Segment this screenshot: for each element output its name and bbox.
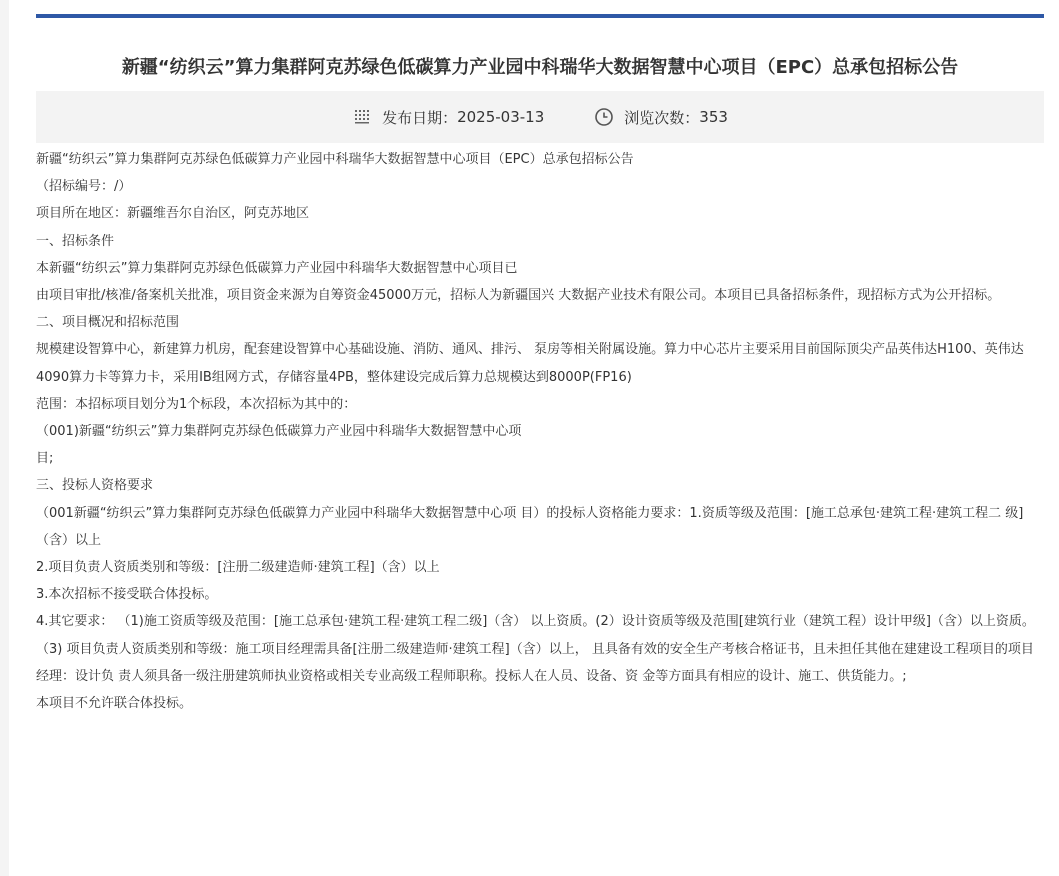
header-accent-bar [36, 14, 1044, 18]
publish-date-value: 2025-03-13 [457, 108, 545, 126]
body-paragraph: 3.本次招标不接受联合体投标。 [36, 587, 218, 603]
body-paragraph: 本项目不允许联合体投标。 [36, 696, 193, 712]
body-paragraph: 2.项目负责人资质类别和等级：[注册二级建造师·建筑工程]（含）以上 [36, 560, 440, 576]
body-paragraph: （001新疆“纺织云”算力集群阿克苏绿色低碳算力产业园中科瑞华大数据智慧中心项 目）的投标人资格能力要求：1.资质等级及范围：[施工总承包·建筑工程·建筑工程二 级]（含）以上 [36, 505, 1024, 548]
section-heading: 二、项目概况和招标范围 [36, 315, 180, 331]
body-paragraph: 目; [36, 451, 54, 467]
section-heading: 三、投标人资格要求 [36, 478, 154, 494]
publish-date-item [352, 107, 544, 128]
body-paragraph: （001)新疆“纺织云”算力集群阿克苏绿色低碳算力产业园中科瑞华大数据智慧中心项 [36, 424, 522, 440]
page-left-strip [0, 0, 9, 876]
clock-icon [594, 107, 614, 127]
body-paragraph: 本新疆“纺织云”算力集群阿克苏绿色低碳算力产业园中科瑞华大数据智慧中心项目已 [36, 260, 518, 276]
body-paragraph: 由项目审批/核准/备案机关批准，项目资金来源为自筹资金45000万元，招标人为新疆国兴 大数据产业技术有限公司。本项目已具备招标条件，现招标方式为公开招标。 [36, 288, 1001, 304]
view-count-item [594, 107, 728, 128]
view-count-value: 353 [699, 108, 728, 126]
body-paragraph: 4.其它要求： （1)施工资质等级及范围：[施工总承包·建筑工程·建筑工程二级]（含） 以上资质。(2）设计资质等级及范围[建筑行业（建筑工程）设计甲级]（含）以上资质。 （3) 项目负责人资质类别和等级：施工项目经理需具备[注册二级建造师·建筑工程]（含）以上， 且具备有效的安全生产考核合格证书，且未担任其他在建建设工程项目的项目经理：设计负 责人须具备一级注册建筑师执业资格或相关专业高级工程师职称。投标人在人员、设备、资 金等方面具有相应的设计、施工、供货能力。; [36, 614, 1035, 684]
body-paragraph: 规模建设智算中心，新建算力机房，配套建设智算中心基础设施、消防、通风、排污、 泵房等相关附属设施。算力中心芯片主要采用目前国际顶尖产品英伟达H100、英伟达4090算力卡等算力卡，采用IB组网方式，存储容量4PB，整体建设完成后算力总规模达到8000P(FP16) [36, 342, 1024, 385]
body-paragraph: 新疆“纺织云”算力集群阿克苏绿色低碳算力产业园中科瑞华大数据智慧中心项目（EPC）总承包招标公告 [36, 152, 634, 167]
meta-bar [36, 91, 1044, 143]
publish-date-label: 发布日期： [382, 108, 458, 127]
body-paragraph: 项目所在地区：新疆维吾尔自治区，阿克苏地区 [36, 206, 310, 222]
view-count-label: 浏览次数： [624, 108, 700, 127]
section-heading: 一、招标条件 [36, 233, 115, 249]
body-paragraph: （招标编号：/） [36, 179, 132, 195]
calendar-grid-icon [352, 107, 372, 127]
body-paragraph: 范围：本招标项目划分为1个标段，本次招标为其中的： [36, 396, 357, 412]
announcement-title: 新疆“纺织云”算力集群阿克苏绿色低碳算力产业园中科瑞华大数据智慧中心项目（EPC）总承包招标公告 [121, 57, 959, 79]
announcement-body [36, 146, 1046, 717]
